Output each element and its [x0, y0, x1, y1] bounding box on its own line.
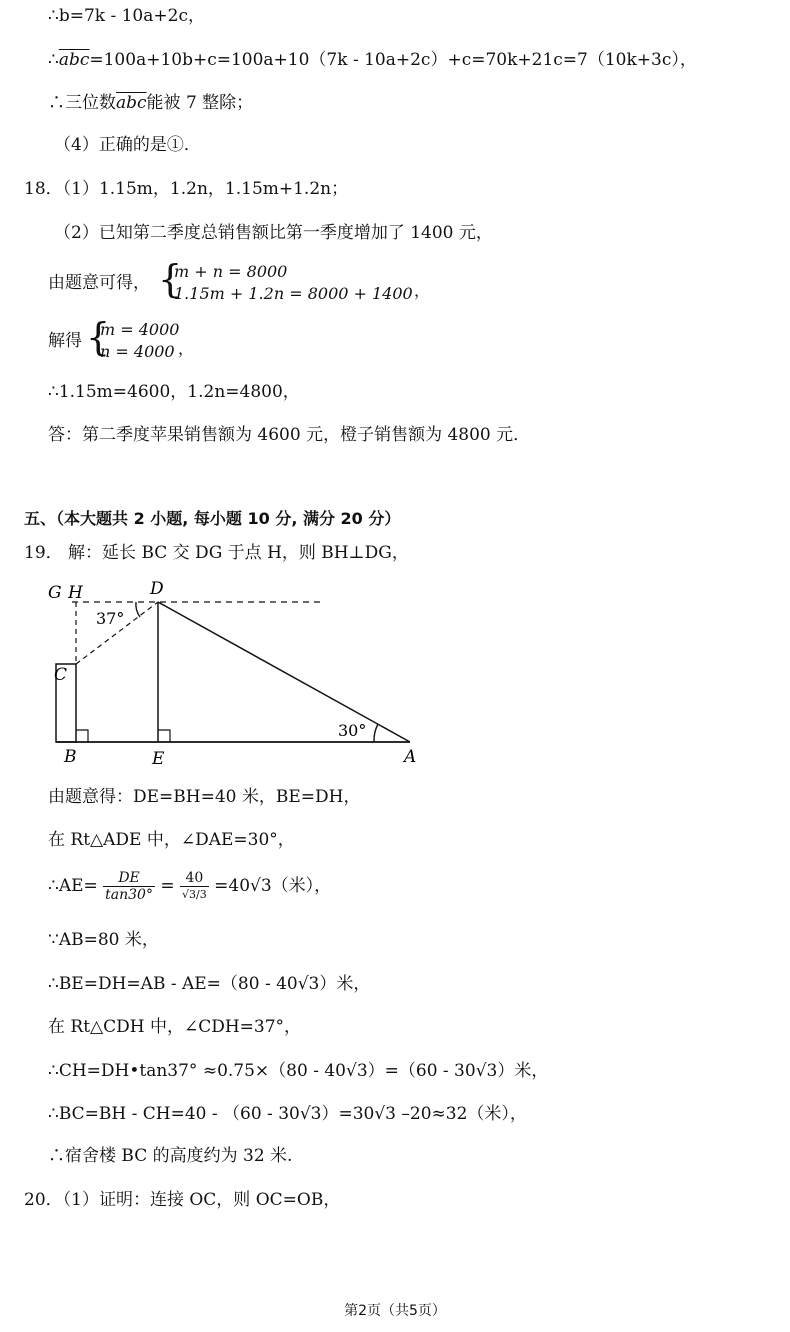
line-19: ∴BC=BH - CH=40 - （60 - 30√3）=30√3 –20≈32（米）， — [48, 1104, 527, 1124]
fraction-de-over-tan30 — [103, 870, 155, 903]
label-e: E — [152, 749, 165, 769]
fraction-1-numerator: DE — [103, 870, 155, 887]
line-17: 在 Rt△CDH 中，∠CDH=37°， — [48, 1017, 302, 1037]
geometry-figure — [30, 572, 470, 772]
system-2-eq2: n = 4000 — [100, 342, 175, 361]
label-d: D — [150, 579, 164, 599]
right-angle-e — [158, 730, 170, 742]
label-g: G — [48, 583, 62, 603]
angle-arc-d — [136, 602, 140, 617]
line-18: ∴CH=DH•tan37° ≈0.75×（80 - 40√3）=（60 - 30√3）米， — [48, 1061, 549, 1081]
line-10: 答：第二季度苹果销售额为 4600 元，橙子销售额为 4800 元． — [48, 425, 531, 445]
line-14-equals: = — [160, 876, 175, 896]
line-2-overline-abc: $\overline{abc}$ — [58, 50, 90, 70]
fraction-40-over-root3-3 — [180, 870, 209, 903]
line-4: （4）正确的是①． — [54, 135, 201, 155]
line-3-rest: 能被 7 整除； — [146, 93, 254, 113]
line-21: 20．（1）证明：连接 OC，则 OC=OB， — [24, 1190, 341, 1210]
section-5-heading: 五、（本大题共 2 小题, 每小题 10 分, 满分 20 分） — [24, 509, 401, 528]
line-15: ∵AB=80 米， — [48, 930, 159, 950]
system-2-eq1: m = 4000 — [100, 320, 180, 339]
label-angle-37: 37° — [96, 609, 125, 628]
right-angle-b — [76, 730, 88, 742]
line-11: 19． 解：延长 BC 交 DG 于点 H，则 BH⊥DG， — [24, 543, 409, 563]
line-14-prefix: ∴AE= — [48, 876, 98, 896]
system-1-eq2: 1.15m + 1.2n = 8000 + 1400 — [174, 284, 413, 303]
fraction-2-numerator: 40 — [180, 870, 209, 887]
system-2-brace: { — [86, 315, 111, 359]
system-2-comma: ， — [178, 339, 195, 358]
angle-arc-a — [374, 724, 378, 742]
line-3-overline-abc: $\overline{abc}$ — [116, 93, 147, 113]
line-14-result: =40√3（米）， — [214, 876, 332, 896]
system-1-comma: ， — [414, 281, 431, 300]
line-7: 由题意可得， — [48, 273, 150, 293]
line-20: ∴宿舍楼 BC 的高度约为 32 米. — [48, 1146, 293, 1166]
line-16: ∴BE=DH=AB - AE=（80 - 40√3）米， — [48, 974, 371, 994]
line-5: 18．（1）1.15m，1.2n，1.15m+1.2n； — [24, 179, 349, 199]
label-a: A — [404, 747, 417, 767]
line-2-prefix: ∴ — [48, 50, 59, 70]
label-c: C — [54, 665, 68, 685]
line-12: 由题意得：DE=BH=40 米，BE=DH， — [48, 787, 361, 807]
segment-da — [158, 602, 410, 742]
line-3 — [48, 92, 253, 114]
fraction-1-denominator: tan30° — [105, 887, 153, 903]
label-h: H — [68, 583, 83, 603]
line-13: 在 Rt△ADE 中，∠DAE=30°， — [48, 830, 295, 850]
label-angle-30: 30° — [338, 721, 367, 740]
line-8: 解得 — [48, 331, 82, 351]
system-1-eq1: m + n = 8000 — [174, 262, 288, 281]
system-1-brace: { — [158, 257, 183, 301]
page-footer: 第2页（共5页） — [344, 1303, 446, 1319]
line-2 — [48, 49, 697, 71]
line-6: （2）已知第二季度总销售额比第一季度增加了 1400 元， — [54, 223, 493, 243]
line-1: ∴b=7k - 10a+2c， — [48, 6, 205, 26]
line-2-rest: =100a+10b+c=100a+10（7k - 10a+2c）+c=70k+21c=7（10k+3c）， — [89, 50, 697, 70]
line-3-prefix: ∴三位数 — [48, 93, 116, 113]
line-9: ∴1.15m=4600，1.2n=4800， — [48, 382, 300, 402]
line-14 — [48, 862, 331, 910]
label-b: B — [64, 747, 77, 767]
fraction-2-denominator: √3/3 — [182, 888, 207, 901]
